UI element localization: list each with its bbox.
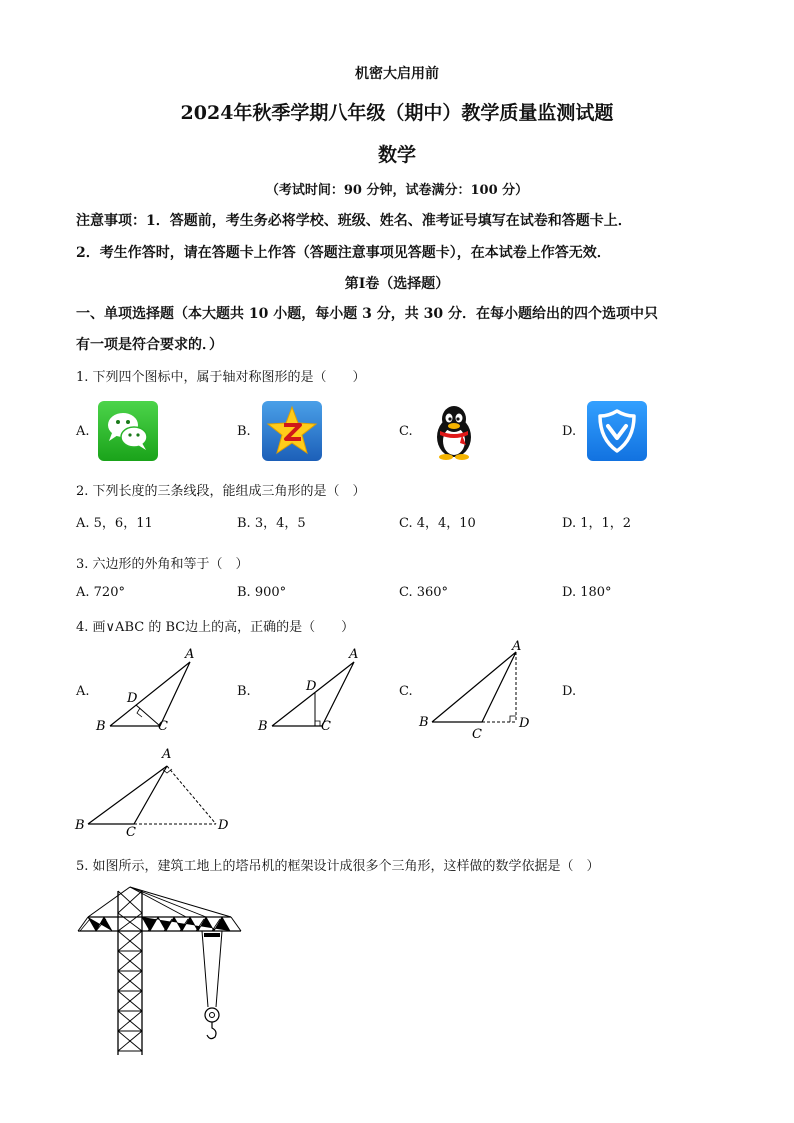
q3-option-c: C. 360° [399, 585, 449, 600]
point-a: A [185, 647, 195, 662]
q1-stem: 1. 下列四个图标中，属于轴对称图形的是（ ） [76, 370, 366, 385]
q2-stem: 2. 下列长度的三条线段，能组成三角形的是（ ） [76, 484, 366, 499]
q4-stem: 4. 画∨ABC 的 BC边上的高，正确的是（ ） [76, 620, 355, 635]
secret-label: 机密大启用前 [355, 66, 439, 82]
notes-line-2: 2．考生作答时，请在答题卡上作答（答题注意事项见答题卡），在本试卷上作答无效． [76, 245, 611, 261]
q1-label-d: D. [562, 424, 577, 439]
section-desc-1: 一、单项选择题（本大题共 10 小题，每小题 3 分，共 30 分．在每小题给出的四个选项中只 [76, 306, 658, 322]
point-c: C [126, 825, 136, 837]
section-title: 第Ⅰ卷（选择题） [344, 276, 450, 292]
q2-option-b: B. 3，4，5 [237, 516, 306, 531]
subject-title: 数学 [377, 144, 416, 166]
qzone-star-icon [262, 401, 322, 461]
point-b: B [419, 715, 429, 730]
tower-crane-figure [76, 885, 246, 1060]
point-c: C [321, 719, 331, 734]
q3-stem: 3. 六边形的外角和等于（ ） [76, 557, 249, 572]
q1-label-c: C. [399, 424, 413, 439]
q4-label-b: B. [237, 684, 251, 699]
triangle-option-d [72, 742, 242, 837]
point-c: C [472, 727, 482, 742]
shield-check-icon [587, 401, 647, 461]
q2-option-d: D. 1，1，2 [562, 516, 632, 531]
point-b: B [258, 719, 268, 734]
point-a: A [349, 647, 359, 662]
point-b: B [96, 719, 106, 734]
q3-option-a: A. 720° [76, 585, 125, 600]
point-d: D [127, 691, 138, 706]
wechat-icon [98, 401, 158, 461]
point-b: B [75, 818, 85, 833]
point-a: A [512, 639, 522, 654]
qq-penguin-icon [424, 401, 484, 461]
triangle-option-a [90, 640, 210, 740]
q4-label-c: C. [399, 684, 413, 699]
q3-option-d: D. 180° [562, 585, 612, 600]
q2-option-c: C. 4，4，10 [399, 516, 476, 531]
notes-line-1: 注意事项：1．答题前，考生务必将学校、班级、姓名、准考证号填写在试卷和答题卡上． [76, 213, 632, 229]
exam-title: 2024年秋季学期八年级（期中）教学质量监测试题 [180, 102, 614, 124]
point-c: C [158, 719, 168, 734]
q1-label-a: A. [76, 424, 90, 439]
section-desc-2: 有一项是符合要求的．） [76, 337, 223, 353]
point-d: D [306, 679, 317, 694]
point-d: D [519, 716, 530, 731]
exam-info: （考试时间：90 分钟，试卷满分：100 分） [265, 183, 529, 198]
triangle-option-b [252, 640, 372, 740]
q5-stem: 5. 如图所示，建筑工地上的塔吊机的框架设计成很多个三角形，这样做的数学依据是（ ） [76, 859, 600, 874]
triangle-option-c [414, 638, 544, 743]
q2-option-a: A. 5，6，11 [76, 516, 153, 531]
q3-option-b: B. 900° [237, 585, 287, 600]
q1-label-b: B. [237, 424, 251, 439]
q4-label-d: D. [562, 684, 577, 699]
point-d: D [218, 818, 229, 833]
q4-label-a: A. [76, 684, 90, 699]
point-a: A [162, 747, 172, 762]
